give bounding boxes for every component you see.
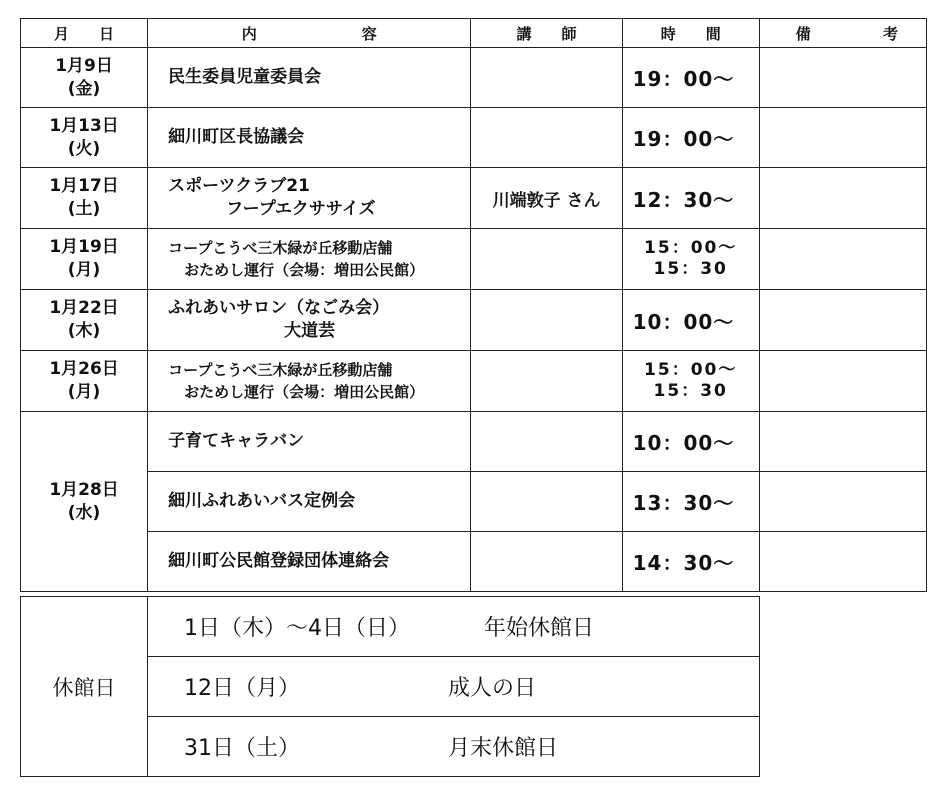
note-cell [759,412,926,472]
note-cell [759,290,926,351]
content-cell [148,351,471,412]
table-row [21,412,927,472]
date-cell [21,108,148,168]
instructor-cell [471,48,622,108]
content-line: おためし運行（会場：増田公民館） [184,383,425,401]
time-start: 15：00～ [644,238,738,258]
header-note [759,19,926,48]
header-content: 内 容 [148,19,471,48]
table-row [21,290,927,351]
table-row [21,229,927,290]
note-cell [759,229,926,290]
date-text: 1月13日 [49,115,119,136]
closed-date: 12日（月） [184,676,300,701]
closed-date: 1日（木）～4日（日） [184,616,410,641]
date-text: 1月9日 [55,55,113,76]
closed-days-table [20,596,760,777]
date-text: 1月22日 [49,298,119,318]
time-cell: 13：30～ [622,472,759,532]
time-end: 15：30 [653,381,728,401]
header-date: 月 日 [21,19,148,48]
content-line: 細川町区長協議会 [168,127,305,147]
header-instructor: 講 師 [471,19,622,48]
note-cell [759,532,926,592]
time-cell: 14：30～ [622,532,759,592]
time-start: 15：00～ [644,360,738,380]
content-cell [148,108,471,168]
date-text: 1月17日 [49,176,119,196]
content-cell [148,229,471,290]
time-cell: 10：00～ [622,290,759,351]
content-cell: 子育てキャラバン [148,412,471,472]
content-line: フープエクササイズ [226,199,376,219]
time-cell [622,351,759,412]
content-line: 民生委員児童委員会 [168,67,322,87]
content-cell: 細川町公民館登録団体連絡会 [148,532,471,592]
date-text: 1月19日 [49,237,119,257]
table-row [21,108,927,168]
content-line: スポーツクラブ21 [168,176,310,196]
table-row [21,532,927,592]
instructor-cell [471,290,622,351]
instructor-cell [471,229,622,290]
time-cell: 19：00～ [622,108,759,168]
closed-day [148,597,760,657]
closed-row [21,597,760,657]
date-text: 1月26日 [49,359,119,379]
day-of-week: (木) [67,321,101,341]
table-row [21,168,927,229]
date-cell [21,48,148,108]
date-cell [21,168,148,229]
instructor-cell [471,351,622,412]
closed-date: 31日（土） [184,736,300,761]
header-note-a: 備 [795,24,811,43]
content-cell: 細川ふれあいバス定例会 [148,472,471,532]
closed-name: 成人の日 [448,676,537,701]
content-line: コープこうべ三木緑が丘移動店舗 [168,361,393,379]
closed-name: 年始休館日 [484,616,595,641]
closed-day [148,657,760,717]
instructor-cell [471,532,622,592]
day-of-week: (火) [67,138,101,159]
time-cell: 19：00～ [622,48,759,108]
date-cell [21,412,148,592]
content-line: コープこうべ三木緑が丘移動店舗 [168,239,393,257]
instructor-cell: 川端敦子 さん [471,168,622,229]
header-time: 時 間 [622,19,759,48]
time-end: 15：30 [653,259,728,279]
note-cell [759,108,926,168]
day-of-week: (水) [67,502,101,523]
content-line: ふれあいサロン（なごみ会） [168,298,390,318]
table-row [21,351,927,412]
date-cell [21,290,148,351]
date-cell [21,229,148,290]
closed-day [148,717,760,777]
note-cell [759,48,926,108]
day-of-week: (月) [67,260,101,280]
note-cell [759,351,926,412]
closed-name: 月末休館日 [448,736,559,761]
content-line: 大道芸 [284,321,336,341]
header-note-b: 考 [882,24,898,43]
day-of-week: (月) [67,382,101,402]
note-cell [759,168,926,229]
table-row [21,472,927,532]
content-line: おためし運行（会場：増田公民館） [184,261,425,279]
time-cell: 10：00～ [622,412,759,472]
table-row [21,48,927,108]
instructor-cell [471,472,622,532]
schedule-table [20,18,927,592]
date-cell [21,351,148,412]
header-row [21,19,927,48]
content-cell [148,290,471,351]
day-of-week: (金) [67,78,101,99]
instructor-cell [471,412,622,472]
content-cell [148,48,471,108]
time-cell: 12：30～ [622,168,759,229]
content-cell [148,168,471,229]
closed-label: 休館日 [21,597,148,777]
day-of-week: (土) [67,199,101,219]
note-cell [759,472,926,532]
instructor-cell [471,108,622,168]
date-text: 1月28日 [49,479,119,500]
time-cell [622,229,759,290]
